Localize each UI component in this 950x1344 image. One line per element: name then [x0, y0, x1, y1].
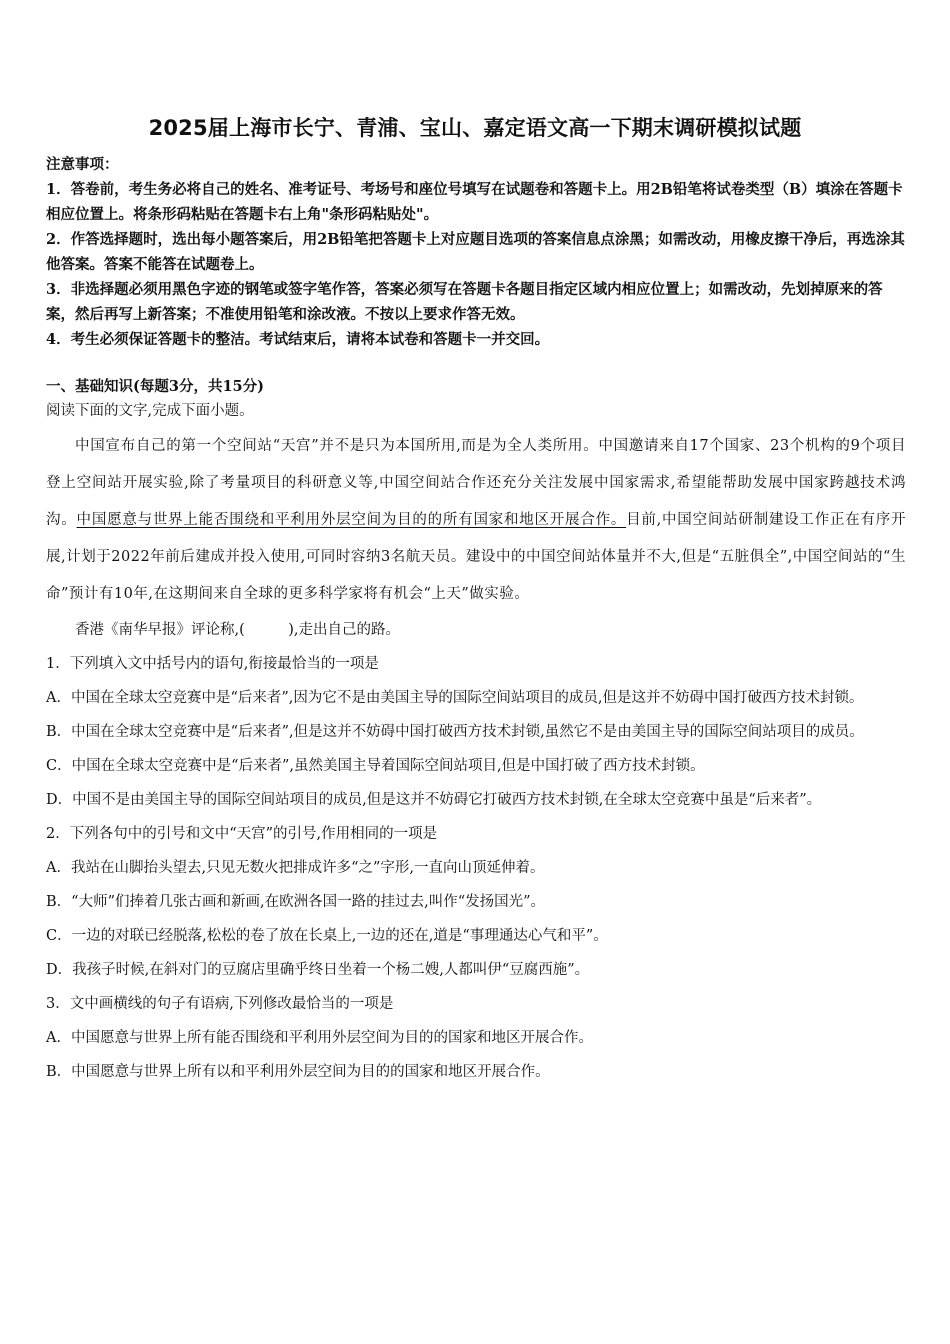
notice-item-2: 2．作答选择题时，选出每小题答案后，用2B铅笔把答题卡上对应题目选项的答案信息点涂黑；如需改动，用橡皮擦干净后，再选涂其他答案。答案不能答在试题卷上。	[46, 231, 905, 273]
question-1-option-a: A．中国在全球太空竞赛中是“后来者”,因为它不是由美国主导的国际空间站项目的成员,但是这并不妨碍中国打破西方技术封锁。	[46, 690, 864, 706]
question-1-option-c: C．中国在全球太空竞赛中是“后来者”,虽然美国主导着国际空间站项目,但是中国打破了西方技术封锁。	[46, 758, 705, 774]
question-2-option-b: B．“大师”们捧着几张古画和新画,在欧洲各国一路的挂过去,叫作“发扬国光”。	[46, 894, 546, 910]
notice-item-4: 4．考生必须保证答题卡的整洁。考试结束后，请将本试卷和答题卡一并交回。	[46, 331, 550, 348]
question-1-option-d: D．中国不是由美国主导的国际空间站项目的成员,但是这并不妨碍它打破西方技术封锁,在全球太空竞赛中虽是“后来者”。	[46, 792, 822, 808]
section-basic-knowledge	[46, 374, 906, 1089]
section-title: 一、基础知识(每题3分，共15分)	[46, 378, 264, 395]
notice-item-1: 1．答卷前，考生务必将自己的姓名、准考证号、考场号和座位号填写在试题卷和答题卡上。用2B铅笔将试卷类型（B）填涂在答题卡相应位置上。将条形码粘贴在答题卡右上角"条形码粘贴处"。	[46, 181, 903, 223]
passage-text-before: 中国宣布自己的第一个空间站“天宫”并不是只为本国所用,而是为全人类所用。中国邀请来自17个国家、23个机构的9个项目登上空间站开展实验,除了考量项目的科研意义等,中国空间站合作还充分关注发展中国家需求,希望能帮助发展中国家跨越技术鸿沟。	[46, 438, 906, 528]
question-2-option-c: C．一边的对联已经脱落,松松的卷了放在长桌上,一边的还在,道是“事理通达心气和平”。	[46, 928, 608, 944]
passage-underlined-sentence: 中国愿意与世界上能否围绕和平利用外层空间为目的的所有国家和地区开展合作。	[76, 512, 627, 528]
notice-block	[46, 152, 906, 352]
notice-heading: 注意事项：	[46, 156, 119, 173]
question-2-stem: 2．下列各句中的引号和文中“天宫”的引号,作用相同的一项是	[46, 826, 438, 842]
page-title: 2025届上海市长宁、青浦、宝山、嘉定语文高一下期末调研模拟试题	[148, 116, 802, 140]
question-1-stem: 1．下列填入文中括号内的语句,衔接最恰当的一项是	[46, 656, 379, 672]
question-1-option-b: B．中国在全球太空竞赛中是“后来者”,但是这并不妨碍中国打破西方技术封锁,虽然它不是由美国主导的国际空间站项目的成员。	[46, 724, 864, 740]
question-3-stem: 3．文中画横线的句子有语病,下列修改最恰当的一项是	[46, 996, 394, 1012]
reading-passage	[46, 428, 906, 613]
section-intro: 阅读下面的文字,完成下面小题。	[46, 403, 254, 419]
fill-in-sentence: 香港《南华早报》评论称,( ),走出自己的路。	[75, 622, 401, 638]
question-2-option-d: D．我孩子时候,在斜对门的豆腐店里确乎终日坐着一个杨二嫂,人都叫伊“豆腐西施”。	[46, 962, 590, 978]
question-3-option-a: A．中国愿意与世界上所有能否围绕和平利用外层空间为目的的国家和地区开展合作。	[46, 1030, 593, 1046]
question-3-option-b: B．中国愿意与世界上所有以和平利用外层空间为目的的国家和地区开展合作。	[46, 1064, 550, 1080]
question-2-option-a: A．我站在山脚抬头望去,只见无数火把排成许多“之”字形,一直向山顶延伸着。	[46, 860, 545, 876]
notice-item-3: 3．非选择题必须用黑色字迹的钢笔或签字笔作答，答案必须写在答题卡各题目指定区域内相应位置上；如需改动，先划掉原来的答案，然后再写上新答案；不准使用铅笔和涂改液。不按以上要求作答无效。	[46, 281, 883, 323]
passage-text-after: 目前,中国空间站研制建设工作正在有序开展,计划于2022年前后建成并投入使用,可同时容纳3名航天员。建设中的中国空间站体量并不大,但是“五脏俱全”,中国空间站的“生命”预计有10年,在这期间来自全球的更多科学家将有机会“上天”做实验。	[46, 512, 907, 602]
